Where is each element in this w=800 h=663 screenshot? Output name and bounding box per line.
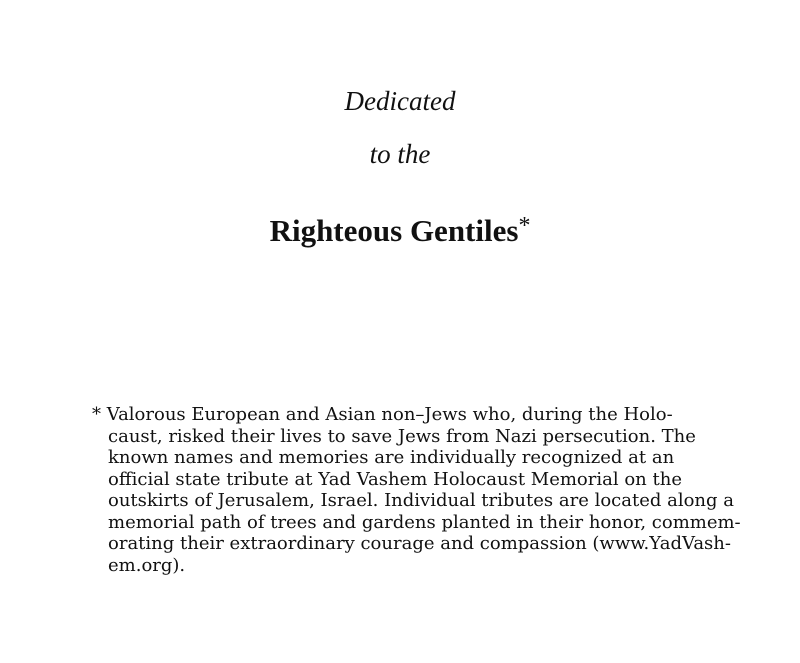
footnote-line: outskirts of Jerusalem, Israel. Individual tributes are located along a (108, 490, 735, 511)
footnote-line: caust, risked their lives to save Jews from Nazi persecution. The (108, 425, 696, 447)
footnote-line: known names and memories are individually recognized at an (108, 447, 675, 468)
footnote-marker: * (518, 213, 531, 239)
dedication-title-text: Righteous Gentiles (269, 213, 519, 248)
footnote-line: * Valorous European and Asian non–Jews who, during the Holo- (92, 404, 673, 425)
footnote-line: official state tribute at Yad Vashem Holocaust Memorial on the (108, 468, 682, 490)
footnote-line: orating their extraordinary courage and compassion (www.YadVash- (108, 533, 731, 554)
footnote-line: memorial path of trees and gardens planted in their honor, commem- (108, 511, 741, 533)
dedication-line-1: Dedicated (344, 86, 456, 116)
dedication-title (0, 213, 800, 249)
footnote-line: em.org). (108, 554, 186, 576)
dedication-line-2: to the (369, 139, 431, 169)
footnote (92, 404, 741, 576)
